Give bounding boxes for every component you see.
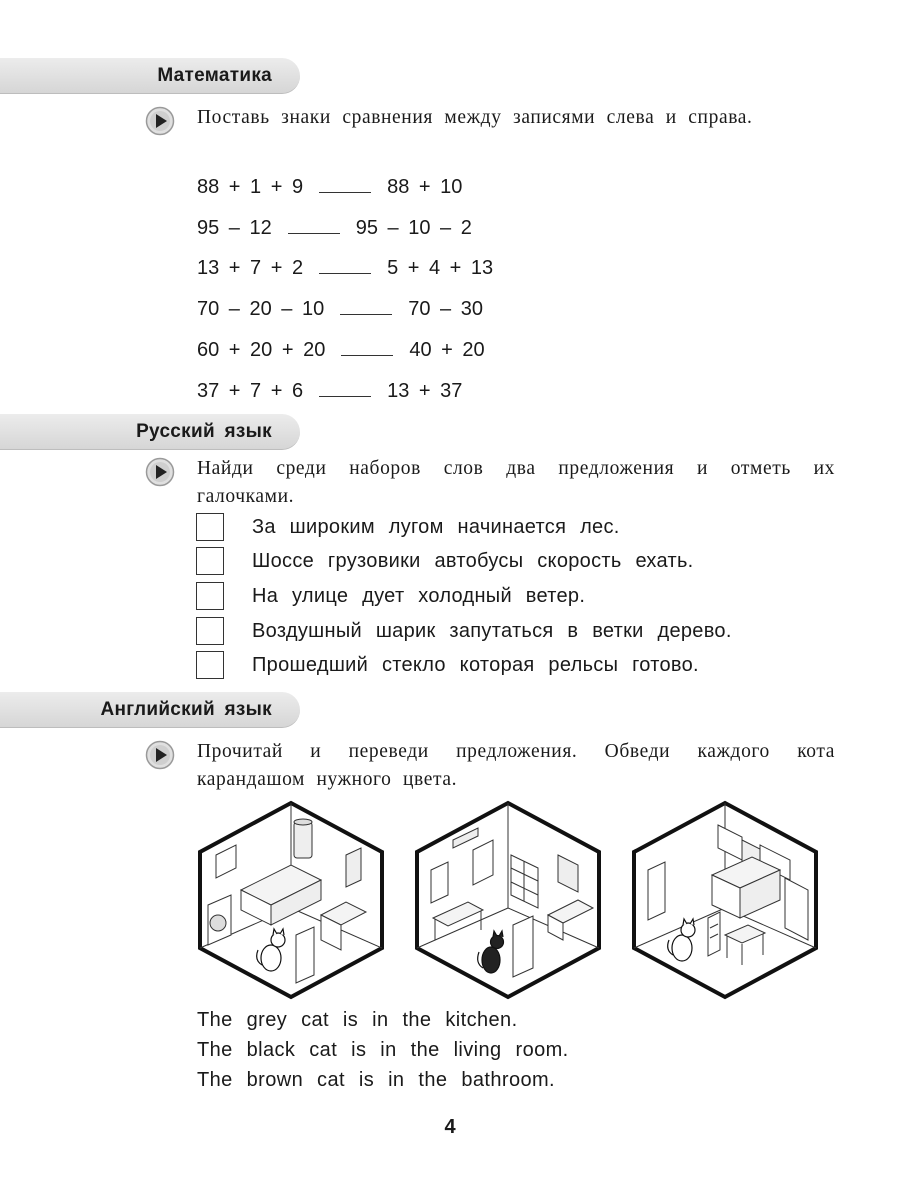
sentence-option: [196, 580, 585, 612]
bathroom-illustration: [196, 800, 386, 1000]
section-header-russian: [0, 414, 300, 450]
section-header-english: [0, 692, 300, 728]
section-header-math: [0, 58, 300, 94]
sentence-option: [196, 615, 732, 647]
sentence-option: [196, 545, 694, 577]
section-title: Математика: [157, 64, 272, 86]
math-right: 88 + 10: [387, 176, 463, 198]
math-row: [197, 174, 462, 204]
play-icon: [145, 457, 175, 487]
option-text: Прошедший стекло которая рельсы готово.: [252, 653, 699, 676]
checkbox[interactable]: [196, 513, 224, 541]
math-row: [197, 337, 485, 367]
page-number: 4: [444, 1116, 456, 1138]
math-right: 70 – 30: [408, 298, 483, 320]
sentence-option: [196, 649, 699, 681]
english-sentence: The brown cat is in the bathroom.: [197, 1069, 556, 1091]
math-row: [197, 255, 493, 285]
answer-blank[interactable]: [319, 255, 371, 274]
checkbox[interactable]: [196, 547, 224, 575]
math-left: 37 + 7 + 6: [197, 380, 304, 402]
kitchen-illustration: [630, 800, 820, 1000]
task-instruction: Найди среди наборов слов два предложения и отметь их галочками.: [197, 458, 835, 507]
play-icon: [145, 106, 175, 136]
task-russian: [145, 455, 835, 511]
play-icon: [145, 740, 175, 770]
english-sentence: The black cat is in the living room.: [197, 1039, 569, 1061]
english-sentence: The grey cat is in the kitchen.: [197, 1009, 518, 1031]
answer-blank[interactable]: [319, 174, 371, 193]
answer-blank[interactable]: [288, 215, 340, 234]
answer-blank[interactable]: [341, 337, 393, 356]
math-right: 40 + 20: [409, 339, 485, 361]
task-english: [145, 738, 835, 794]
answer-blank[interactable]: [319, 378, 371, 397]
math-right: 13 + 37: [387, 380, 463, 402]
task-math: [145, 104, 835, 132]
math-right: 5 + 4 + 13: [387, 257, 494, 279]
math-right: 95 – 10 – 2: [355, 217, 472, 239]
math-left: 13 + 7 + 2: [197, 257, 304, 279]
answer-blank[interactable]: [340, 296, 392, 315]
section-title: Английский язык: [100, 698, 272, 720]
checkbox[interactable]: [196, 617, 224, 645]
math-left: 95 – 12: [197, 217, 272, 239]
math-left: 88 + 1 + 9: [197, 176, 304, 198]
math-row: [197, 296, 483, 326]
checkbox[interactable]: [196, 651, 224, 679]
sentence-option: [196, 511, 620, 543]
math-left: 60 + 20 + 20: [197, 339, 326, 361]
section-title: Русский язык: [136, 420, 272, 442]
math-row: [197, 378, 462, 408]
option-text: За широким лугом начинается лес.: [252, 515, 620, 538]
math-row: [197, 215, 472, 245]
option-text: Шоссе грузовики автобусы скорость ехать.: [252, 549, 694, 572]
living-room-illustration: [413, 800, 603, 1000]
task-instruction: Прочитай и переведи предложения. Обведи каждого кота карандашом нужного цвета.: [197, 741, 835, 790]
option-text: На улице дует холодный ветер.: [252, 584, 586, 607]
checkbox[interactable]: [196, 582, 224, 610]
math-left: 70 – 20 – 10: [197, 298, 325, 320]
option-text: Воздушный шарик запутаться в ветки дерево.: [252, 619, 732, 642]
task-instruction: Поставь знаки сравнения между записями слева и справа.: [197, 107, 753, 128]
